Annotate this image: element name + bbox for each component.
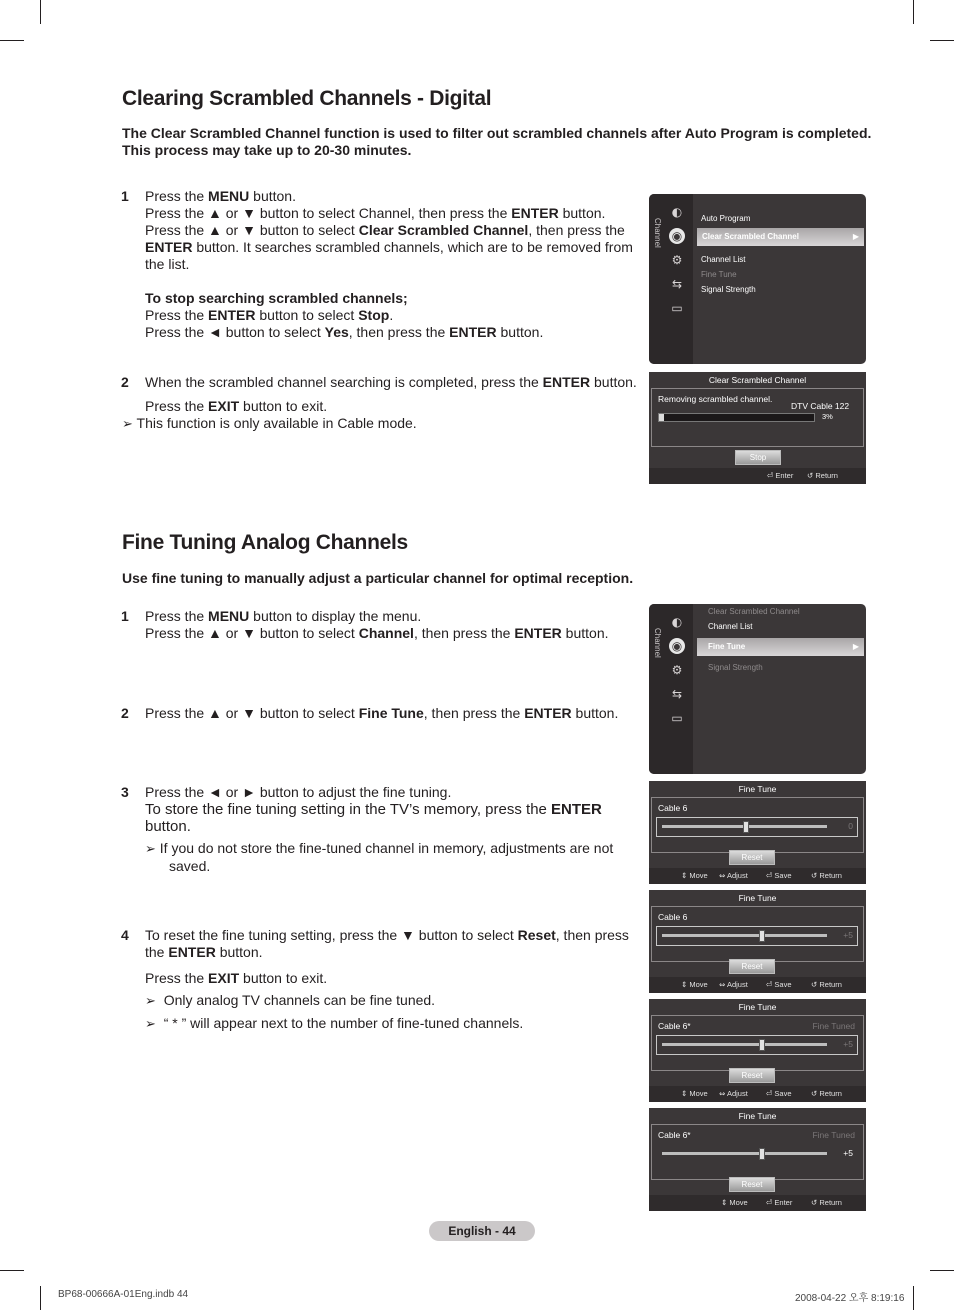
save-icon: ⏎	[766, 871, 773, 880]
return-icon: ↺	[807, 471, 814, 480]
osd-menu-item-highlighted[interactable]	[697, 638, 864, 656]
application-icon: ▭	[671, 301, 683, 315]
adjust-icon: ⇔	[719, 980, 726, 989]
section2-step4-text: To reset the fine tuning setting, press the ▼ button to select Reset, then press the ENTER button. Press the EXIT button to exit. ➢ Only analog TV channels can be fine tuned. ➢ “ * ” will appear next to the number of fine-tuned channels.	[145, 927, 629, 1032]
slider-knob[interactable]	[743, 821, 749, 833]
step-number: 1	[121, 188, 129, 204]
dialog-footer	[649, 868, 866, 884]
dialog-footer	[649, 468, 866, 484]
stop-heading: To stop searching scrambled channels;	[145, 290, 408, 306]
reset-button[interactable]: Reset	[729, 850, 775, 865]
section1-step2-text: When the scrambled channel searching is completed, press the ENTER button. Press the EXIT button to exit.	[145, 374, 637, 414]
setup-icon: ⚙	[671, 253, 683, 267]
slider-knob[interactable]	[759, 1039, 765, 1051]
footer-label: Save	[774, 980, 792, 989]
footer-label: Save	[774, 1089, 792, 1098]
note-arrow-icon: ➢	[145, 842, 156, 857]
dialog-title: Clear Scrambled Channel	[708, 375, 807, 385]
fine-tune-channel: Cable 6	[658, 912, 688, 922]
dialog-footer	[649, 1086, 866, 1102]
osd-fine-tune-dialog	[649, 1108, 866, 1211]
osd-menu-item[interactable]: Channel List	[701, 255, 746, 264]
step-number: 2	[121, 374, 129, 390]
section2-step3-note: ➢ If you do not store the fine-tuned channel in memory, adjustments are not saved.	[145, 840, 614, 874]
fine-tune-slider[interactable]	[656, 926, 858, 946]
enter-icon: ⏎	[767, 471, 774, 480]
osd-vertical-label: Channel	[653, 628, 662, 658]
fine-tune-channel: Cable 6*	[658, 1021, 691, 1031]
return-icon: ↺	[811, 1089, 818, 1098]
intro-line: This process may take up to 20-30 minutes.	[122, 142, 412, 158]
footer-enter: Enter	[775, 471, 794, 480]
osd-menu-item-highlighted[interactable]	[697, 228, 864, 246]
progress-fill	[659, 414, 664, 421]
channel-icon: ◉	[669, 228, 685, 244]
save-icon: ⏎	[766, 980, 773, 989]
fine-tune-value: +5	[843, 930, 853, 940]
footer-label: Adjust	[726, 980, 748, 989]
section1-intro	[122, 125, 882, 159]
section2-step3-text: Press the ◄ or ► button to adjust the fine tuning. To store the fine tuning setting in the TV’s memory, press the ENTER button.	[145, 784, 602, 835]
section1-note: ➢ This function is only available in Cable mode.	[122, 415, 417, 432]
step-number: 4	[121, 927, 129, 943]
intro-line: The Clear Scrambled Channel function is used to filter out scrambled channels after Auto Program is completed.	[122, 125, 872, 141]
dialog-box	[651, 1015, 864, 1071]
fine-tune-status: Fine Tuned	[812, 1021, 855, 1031]
step-number: 1	[121, 608, 129, 624]
setup-icon: ⚙	[671, 663, 683, 677]
dialog-box	[651, 797, 864, 853]
osd-menu-item[interactable]: Signal Strength	[708, 663, 763, 672]
channel-icon: ◉	[669, 638, 685, 654]
fine-tune-slider[interactable]	[656, 1144, 858, 1164]
application-icon: ▭	[671, 711, 683, 725]
picture-icon: ◐	[671, 205, 683, 219]
osd-menu-item[interactable]: Signal Strength	[701, 285, 756, 294]
input-icon: ⇆	[671, 687, 683, 701]
footer-label: Save	[774, 871, 792, 880]
picture-icon: ◐	[671, 615, 683, 629]
osd-icons	[669, 614, 689, 734]
input-icon: ⇆	[671, 277, 683, 291]
move-icon: ⇕	[681, 871, 688, 880]
osd-menu-item[interactable]: Fine Tune	[701, 270, 737, 279]
move-icon: ⇕	[721, 1198, 728, 1207]
footer-label: Move	[689, 1089, 708, 1098]
footer-label: Return	[819, 1198, 842, 1207]
fine-tune-channel: Cable 6*	[658, 1130, 691, 1140]
fine-tune-channel: Cable 6	[658, 803, 688, 813]
return-icon: ↺	[811, 980, 818, 989]
dialog-footer	[649, 1195, 866, 1211]
slider-track	[662, 934, 827, 937]
osd-menu-label: Fine Tune	[708, 642, 746, 651]
date-meta: 2008-04-22 오후 8:19:16	[795, 1293, 905, 1304]
footer-label: Move	[689, 871, 708, 880]
slider-knob[interactable]	[759, 1148, 765, 1160]
footer-return: Return	[815, 471, 838, 480]
dialog-status: Removing scrambled channel.	[658, 394, 773, 404]
osd-clear-scrambled-dialog	[649, 372, 866, 484]
page-number: English - 44	[429, 1221, 535, 1241]
dialog-title: Fine Tune	[738, 784, 777, 794]
section2-step1-text: Press the MENU button to display the menu. Press the ▲ or ▼ button to select Channel, then press the ENTER button.	[145, 608, 609, 641]
dialog-channel: DTV Cable 122	[791, 401, 850, 411]
stop-button[interactable]: Stop	[735, 450, 781, 465]
section2-intro: Use fine tuning to manually adjust a particular channel for optimal reception.	[122, 570, 634, 586]
footer-label: Move	[729, 1198, 748, 1207]
osd-menu-item[interactable]: Channel List	[708, 622, 753, 631]
slider-knob[interactable]	[759, 930, 765, 942]
osd-vertical-label: Channel	[653, 218, 662, 248]
note-arrow-icon: ➢	[145, 1017, 156, 1032]
dialog-title: Fine Tune	[738, 1111, 777, 1121]
step-number: 2	[121, 705, 129, 721]
fine-tune-value: +5	[843, 1039, 853, 1049]
enter-icon: ⏎	[766, 1198, 773, 1207]
footer-label: Adjust	[726, 871, 748, 880]
adjust-icon: ⇔	[719, 871, 726, 880]
dialog-footer	[649, 977, 866, 993]
arrow-right-icon: ▶	[852, 642, 859, 651]
osd-channel-menu	[649, 194, 866, 364]
save-icon: ⏎	[766, 1089, 773, 1098]
slider-track	[662, 1043, 827, 1046]
dialog-box	[651, 1124, 864, 1180]
return-icon: ↺	[811, 871, 818, 880]
dialog-box	[651, 388, 864, 447]
osd-fine-tune-dialog	[649, 781, 866, 884]
footer-label: Return	[819, 1089, 842, 1098]
footer-label: Adjust	[726, 1089, 748, 1098]
footer-label: Return	[819, 871, 842, 880]
reset-button[interactable]: Reset	[729, 959, 775, 974]
move-icon: ⇕	[681, 1089, 688, 1098]
note-arrow-icon: ➢	[145, 994, 156, 1009]
progress-bar	[658, 413, 815, 422]
section1-title: Clearing Scrambled Channels - Digital	[122, 87, 492, 110]
move-icon: ⇕	[681, 980, 688, 989]
arrow-right-icon: ▶	[852, 232, 859, 241]
fine-tune-slider[interactable]	[656, 1035, 858, 1055]
fine-tune-slider[interactable]	[656, 817, 858, 837]
slider-track	[662, 1152, 827, 1155]
dialog-box	[651, 906, 864, 962]
fine-tune-value: 0	[848, 821, 853, 831]
footer-label: Move	[689, 980, 708, 989]
fine-tune-value: +5	[843, 1148, 853, 1158]
footer-label: Return	[819, 980, 842, 989]
note-arrow-icon: ➢	[122, 417, 133, 432]
osd-channel-menu	[649, 604, 866, 774]
osd-icons	[669, 204, 689, 324]
fine-tune-status: Fine Tuned	[812, 1130, 855, 1140]
osd-menu-item[interactable]: Clear Scrambled Channel	[708, 607, 800, 616]
section1-step1-text: Press the MENU button. Press the ▲ or ▼ button to select Channel, then press the ENTER button. Press the ▲ or ▼ button to select Clear Scrambled Channel, then press the ENTER button. It searches scrambled channels, which are to be removed from the list. To stop searching scrambled channels; Press the ENTER button to select Stop. Press the ◄ button to select Yes, then press the ENTER button.	[145, 188, 635, 341]
osd-menu-label: Clear Scrambled Channel	[702, 232, 799, 241]
progress-percent: 3%	[822, 412, 833, 421]
footer-label: Enter	[774, 1198, 793, 1207]
step-number: 3	[121, 784, 129, 800]
file-meta: BP68-00666A-01Eng.indb 44	[58, 1289, 189, 1300]
section2-title: Fine Tuning Analog Channels	[122, 531, 408, 554]
osd-fine-tune-dialog	[649, 890, 866, 993]
osd-menu-item[interactable]: Auto Program	[701, 214, 751, 223]
section2-step2-text: Press the ▲ or ▼ button to select Fine Tune, then press the ENTER button.	[145, 705, 619, 721]
dialog-title: Fine Tune	[738, 893, 777, 903]
osd-fine-tune-dialog	[649, 999, 866, 1102]
return-icon: ↺	[811, 1198, 818, 1207]
reset-button[interactable]: Reset	[729, 1177, 775, 1192]
reset-button[interactable]: Reset	[729, 1068, 775, 1083]
adjust-icon: ⇔	[719, 1089, 726, 1098]
dialog-title: Fine Tune	[738, 1002, 777, 1012]
